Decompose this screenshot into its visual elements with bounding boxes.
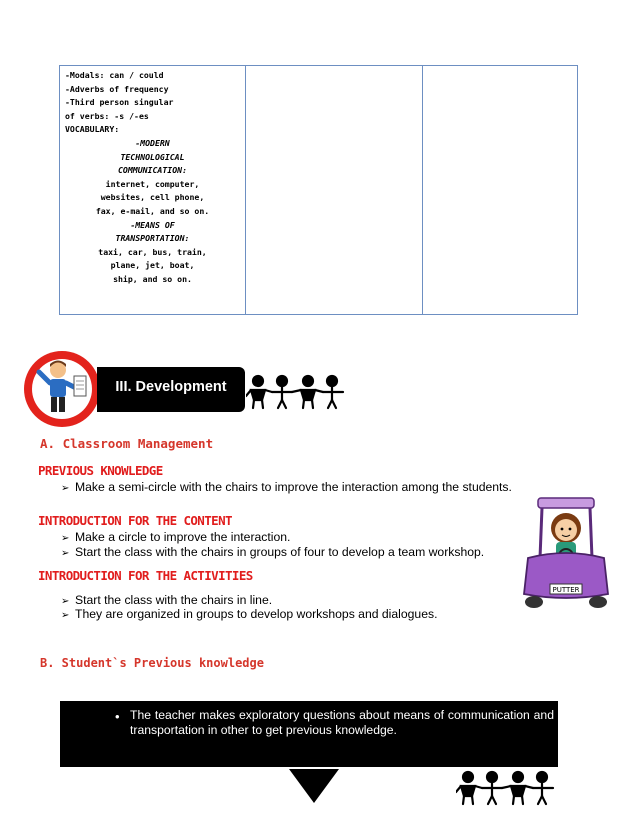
- list-item: [61, 593, 272, 607]
- children-figures-icon: [456, 770, 556, 806]
- table-divider: [245, 66, 246, 314]
- table-divider: [422, 66, 423, 314]
- children-figures-icon: [246, 374, 346, 410]
- list-item: [61, 607, 437, 621]
- intro-content-heading: INTRODUCTION FOR THE CONTENT: [38, 513, 232, 528]
- vocab-line: ship, and so on.: [113, 273, 192, 284]
- girl-in-car-illustration: [520, 496, 612, 614]
- previous-knowledge-box: [60, 701, 558, 767]
- cell-line: -Adverbs of frequency: [65, 83, 169, 94]
- section-a-heading: A. Classroom Management: [40, 436, 214, 451]
- list-item: [61, 545, 484, 559]
- arrow-bullet-icon: ➢: [61, 483, 70, 494]
- arrow-bullet-icon: ➢: [61, 548, 70, 559]
- cell-line: of verbs: -s /-es: [65, 110, 149, 121]
- intro-activities-heading: INTRODUCTION FOR THE ACTIVITIES: [38, 568, 253, 583]
- section-b-heading: B. Student`s Previous knowledge: [40, 656, 264, 670]
- vocab-line: TRANSPORTATION:: [115, 233, 190, 244]
- vocab-line: TECHNOLOGICAL: [120, 151, 185, 162]
- list-item: [61, 480, 512, 494]
- cell-line: VOCABULARY:: [65, 124, 120, 135]
- lesson-table: [59, 65, 578, 315]
- list-item-text: Make a circle to improve the interaction.: [75, 530, 291, 544]
- cell-line: -Third person singular: [65, 97, 174, 108]
- vocab-line: COMMUNICATION:: [117, 165, 187, 176]
- cell-line: -Modals: can / could: [65, 70, 164, 80]
- previous-knowledge-heading: PREVIOUS KNOWLEDGE: [38, 463, 163, 478]
- vocab-line: -MODERN: [135, 137, 170, 148]
- teacher-icon: [34, 358, 92, 420]
- down-arrow-icon: [289, 765, 339, 805]
- vocab-line: taxi, car, bus, train,: [98, 246, 207, 257]
- list-item-text: Start the class with the chairs in line.: [75, 593, 273, 607]
- list-item-text: Make a semi-circle with the chairs to improve the interaction among the students.: [75, 480, 512, 494]
- black-box-text: The teacher makes exploratory questions about means of communication and transportation in other to get previous knowledge.: [130, 708, 554, 737]
- vocab-line: -MEANS OF: [130, 219, 175, 230]
- arrow-bullet-icon: ➢: [61, 596, 70, 607]
- bullet-dot: •: [115, 709, 120, 724]
- development-banner: III. Development: [97, 367, 245, 412]
- grammar-vocabulary-cell: [65, 69, 240, 287]
- list-item-text: They are organized in groups to develop workshops and dialogues.: [75, 607, 438, 621]
- arrow-bullet-icon: ➢: [61, 610, 70, 621]
- list-item-text: Start the class with the chairs in groups of four to develop a team workshop.: [75, 545, 485, 559]
- vocab-line: fax, e-mail, and so on.: [95, 205, 210, 216]
- arrow-bullet-icon: ➢: [61, 533, 70, 544]
- vocab-line: websites, cell phone,: [100, 192, 205, 203]
- vocab-line: plane, jet, boat,: [110, 260, 195, 271]
- car-plate-text: PUTTER: [552, 586, 580, 594]
- vocab-line: internet, computer,: [105, 178, 200, 189]
- list-item: [61, 530, 290, 544]
